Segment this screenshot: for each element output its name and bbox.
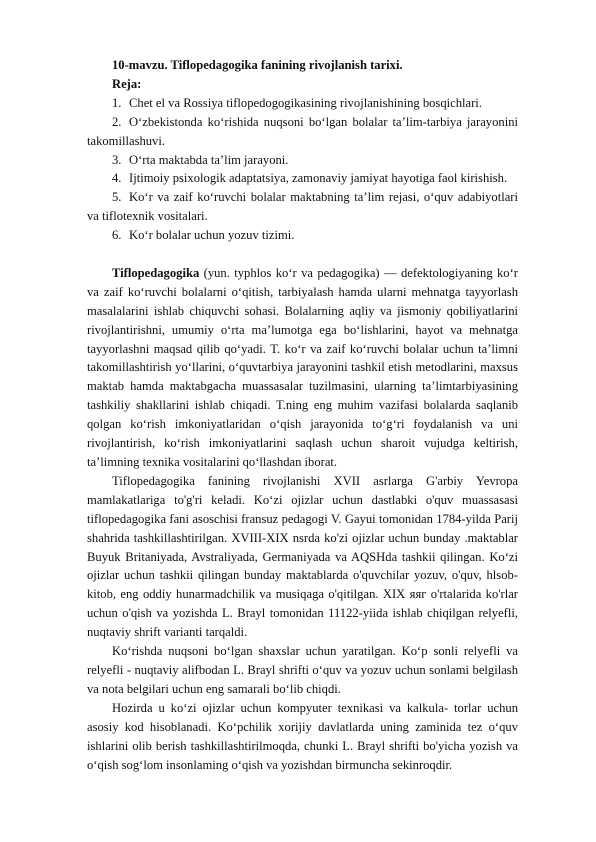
plan-item-text: O‘rta maktabda ta’lim jarayoni. bbox=[129, 152, 289, 167]
plan-item-text: O‘zbekistonda ko‘rishida nuqsoni bo‘lgan bolalar ta’lim-tarbiya jarayonini takomillashuvi. bbox=[87, 114, 518, 148]
plan-item bbox=[87, 226, 518, 245]
plan-item-text: Ijtimoiy psixologik adaptatsiya, zamonaviy jamiyat hayotiga faol kirishish. bbox=[129, 171, 508, 186]
plan-item-number: 3. bbox=[112, 152, 122, 167]
body-paragraph bbox=[87, 472, 518, 642]
body-paragraph bbox=[87, 642, 518, 699]
term-definition-heading: Tiflopedagogika bbox=[112, 265, 200, 280]
plan-heading: Reja: bbox=[112, 76, 142, 91]
body-paragraph bbox=[87, 699, 518, 775]
body-paragraph bbox=[87, 264, 518, 472]
plan-item-number: 2. bbox=[112, 114, 122, 129]
plan-item-text: Ko‘r bolalar uchun yozuv tizimi. bbox=[129, 228, 295, 243]
plan-item bbox=[87, 188, 518, 226]
plan-list bbox=[87, 94, 518, 245]
section-spacer bbox=[87, 245, 518, 264]
plan-item-text: Chet el va Rossiya tiflopedogogikasining rivojlanishining bosqichlari. bbox=[129, 95, 482, 110]
plan-item-text: Ko‘r va zaif ko‘ruvchi bolalar maktabning ta’lim rejasi, o‘quv adabiyotlari va tiflotexnik vositalari. bbox=[87, 190, 518, 224]
plan-item bbox=[87, 94, 518, 113]
topic-title: 10-mavzu. Tiflopedagogika fanining rivojlanish tarixi. bbox=[112, 58, 403, 72]
plan-item bbox=[87, 113, 518, 151]
plan-item-number: 6. bbox=[112, 228, 122, 243]
paragraph-text: (yun. typhlos ko‘r va pedagogika) — defektologiyaning ko‘r va zaif ko‘ruvchi bolalarni o‘qitish, tarbiyalash hamda ularni mehnatga tayyorlash masalalarini ishlab chiquvchi sohasi. Bolalarning aqliy va jismoniy qobiliyatlarini rivojlantirishni, umumiy o‘rta ma’lumotga ega bo‘lishlarini, hayot va mehnatga tayyorlashni maqsad qilib qo‘yadi. T. ko‘r va zaif ko‘ruvchi bolalar uchun ta’limni takomillashtirish yo‘llarini, o‘quvtarbiya jarayonini tashkil etish metodlarini, maxsus maktab hamda maktabgacha muassasalar tuzilmasini, ularning ta’limtarbiyasining tashkiliy shakllarini ishlab chiqadi. T.ning eng muhim vazifasi bolalarda saqlanib qolgan ko‘rish imkoniyatlaridan o‘qish jarayonida to‘g‘ri foydalanish va uni rivojlantirish, ko‘rish imkoniyatlarini saqlash uchun sharoit vujudga keltirish, ta’limning texnika vositalarini qo‘llashdan iborat. bbox=[87, 265, 518, 470]
plan-item bbox=[87, 169, 518, 188]
plan-item-number: 4. bbox=[112, 171, 122, 186]
plan-item-number: 5. bbox=[112, 190, 122, 205]
plan-item-number: 1. bbox=[112, 95, 122, 110]
paragraph-text: Ko‘rishda nuqsoni bo‘lgan shaxslar uchun yaratilgan. Ko‘p sonli relyefli va relyefli - nuqtaviy alifbodan L. Brayl shrifti o‘quv va yozuv uchun sonlami belgilash va nota belgilari uchun eng samarali bo‘lib chiqdi. bbox=[87, 644, 518, 696]
paragraph-text: Hozirda u ko‘zi ojizlar uchun kompyuter texnikasi va kalkula- torlar uchun asosiy kod hisoblanadi. Ko‘pchilik xorijiy davlatlarda uning zaminida tez o‘quv ishlarini olib berish tashkillashtirilmoqda, chunki L. Brayl shrifti bo'yicha yozish va o‘qish sog‘lom insonlaming o‘qish va yozishdan birmuncha sekinroqdir. bbox=[87, 700, 518, 772]
plan-item bbox=[87, 151, 518, 170]
paragraph-text: Tiflopedagogika fanining rivojlanishi XVII asrlarga G'arbiy Yevropa mamlakatlariga to'g'ri keladi. Ko‘zi ojizlar uchun dastlabki o'quv muassasasi tiflopedagogika fani asoschisi fransuz pedagogi V. Gayui tomonidan 1784-yilda Parij shahrida tashkillashtirilgan. XVIII-XIX nsrda ko'zi ojizlar uchun bunday .maktablar Buyuk Britaniyada, Avstraliyada, Germaniyada va AQSHda tashkii qilingan. Ko‘zi ojizlar uchun tashkii qilingan bunday maktablarda o'quvchilar yozuv, o'quv, hlsob-kitob, eng oddiy hunarmadchilik va musiqaga o'qitilgan. XIX яяг o'rtalarida ko'rlar uchun o'qish va yozishda L. Brayl tomonidan 11122-yiida ishlab chiqilgan relyefli, nuqtaviy shrift varianti tarqaldi. bbox=[87, 473, 518, 640]
